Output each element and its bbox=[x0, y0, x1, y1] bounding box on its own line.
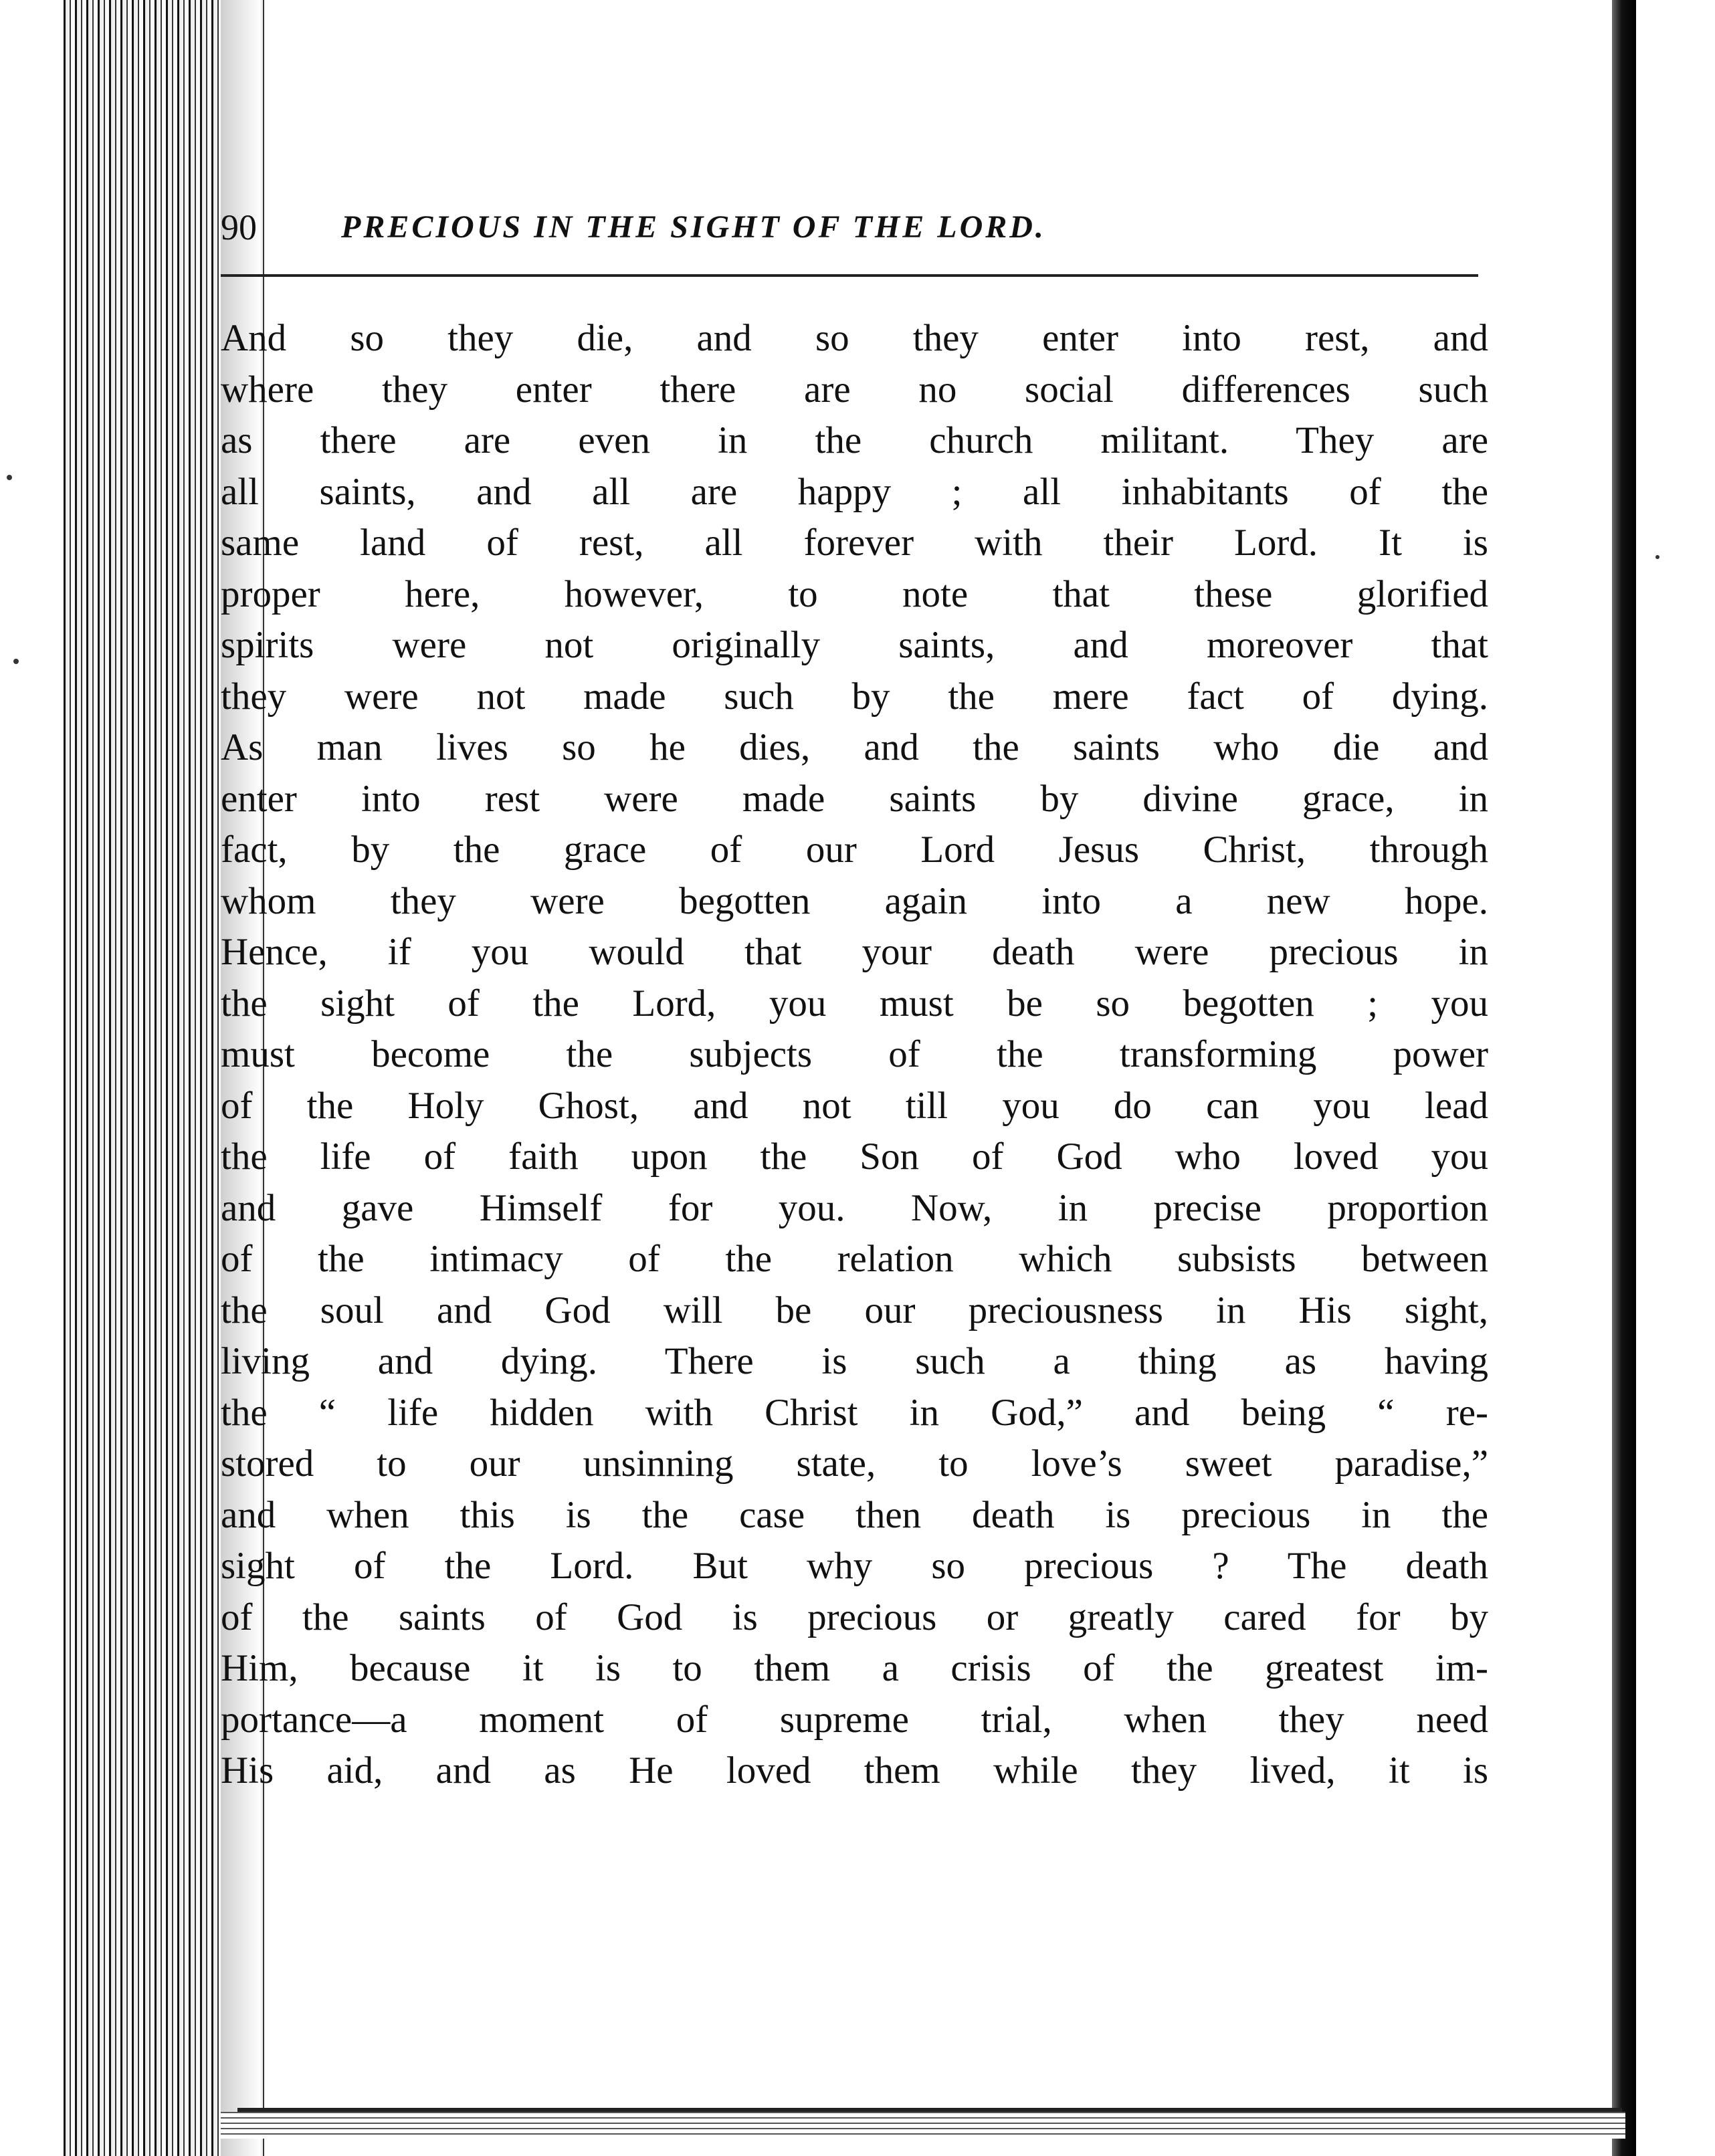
text-line: Hence, if you would that your death were precious in bbox=[221, 931, 1488, 973]
text-line: as there are even in the church militant. They are bbox=[221, 419, 1488, 461]
text-line: the life of faith upon the Son of God who loved you bbox=[221, 1136, 1488, 1178]
text-line: sight of the Lord. But why so precious ? The death bbox=[221, 1545, 1488, 1587]
text-line: the soul and God will be our preciousness in His sight, bbox=[221, 1289, 1488, 1331]
page-number: 90 bbox=[221, 207, 257, 247]
text-line: His aid, and as He loved them while they lived, it is bbox=[221, 1749, 1488, 1792]
text-line: all saints, and all are happy ; all inhabitants of the bbox=[221, 470, 1488, 513]
text-line: As man lives so he dies, and the saints who die and bbox=[221, 726, 1488, 768]
text-line: enter into rest were made saints by divine grace, in bbox=[221, 777, 1488, 820]
scan-speck bbox=[7, 475, 12, 480]
scan-speck bbox=[1655, 555, 1659, 559]
text-line: must become the subjects of the transforming power bbox=[221, 1033, 1488, 1075]
running-head bbox=[221, 201, 1478, 254]
text-line: stored to our unsinning state, to love’s sweet paradise,” bbox=[221, 1442, 1488, 1485]
text-line: living and dying. There is such a thing as having bbox=[221, 1340, 1488, 1382]
text-line: proper here, however, to note that these glorified bbox=[221, 572, 1488, 615]
text-line: they were not made such by the mere fact of dying. bbox=[221, 675, 1488, 718]
text-line: of the intimacy of the relation which subsists between bbox=[221, 1238, 1488, 1280]
text-line: the sight of the Lord, you must be so begotten ; you bbox=[221, 982, 1488, 1025]
running-title: PRECIOUS IN THE SIGHT OF THE LORD. bbox=[341, 209, 1046, 245]
text-line: And so they die, and so they enter into rest, and bbox=[221, 317, 1488, 359]
body-text bbox=[221, 313, 1488, 1797]
text-line: where they enter there are no social differences such bbox=[221, 368, 1488, 411]
right-margin bbox=[1636, 0, 1715, 2156]
header-rule bbox=[221, 274, 1478, 277]
scan-speck bbox=[13, 659, 19, 664]
text-line: spirits were not originally saints, and moreover that bbox=[221, 624, 1488, 666]
text-line: and gave Himself for you. Now, in precise proportion bbox=[221, 1186, 1488, 1229]
text-line: of the Holy Ghost, and not till you do can you lead bbox=[221, 1084, 1488, 1127]
text-line: and when this is the case then death is precious in the bbox=[221, 1493, 1488, 1536]
text-line: the “ life hidden with Christ in God,” and being “ re- bbox=[221, 1391, 1488, 1434]
page-bottom-stack bbox=[221, 2112, 1625, 2139]
text-line: same land of rest, all forever with their Lord. It is bbox=[221, 522, 1488, 564]
text-line: Him, because it is to them a crisis of the greatest im- bbox=[221, 1647, 1488, 1689]
text-line: portance—a moment of supreme trial, when they need bbox=[221, 1698, 1488, 1741]
text-line: fact, by the grace of our Lord Jesus Christ, through bbox=[221, 829, 1488, 871]
text-line: of the saints of God is precious or greatly cared for by bbox=[221, 1596, 1488, 1638]
book-spine-shadow bbox=[1612, 0, 1636, 2156]
text-line: whom they were begotten again into a new hope. bbox=[221, 879, 1488, 922]
